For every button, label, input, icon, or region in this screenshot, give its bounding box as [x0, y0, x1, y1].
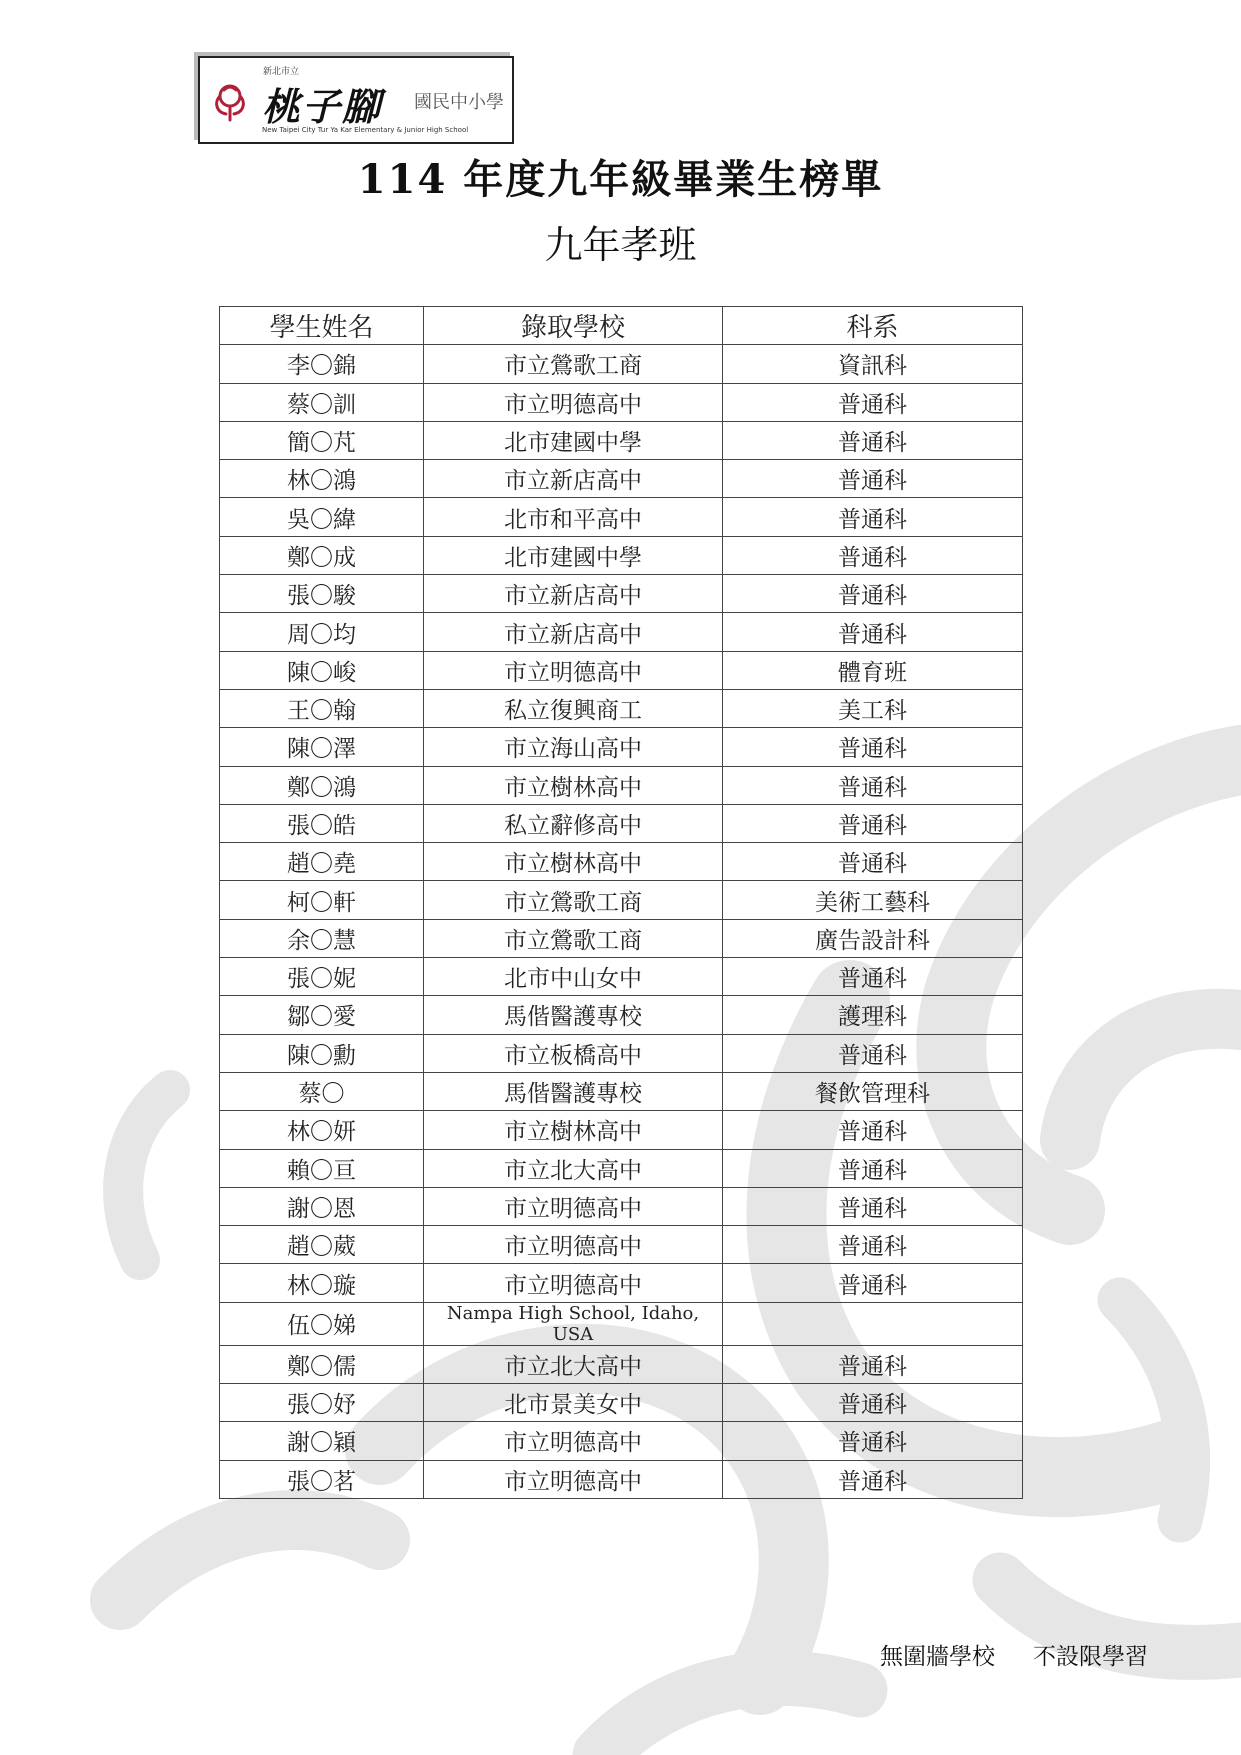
department-cell: 普通科 — [723, 575, 1023, 613]
department-cell: 普通科 — [723, 1264, 1023, 1302]
school-cell: 市立北大高中 — [424, 1149, 723, 1187]
department-cell: 普通科 — [723, 1384, 1023, 1422]
page-title: 114 年度九年級畢業生榜單 — [357, 156, 884, 203]
department-cell: 護理科 — [723, 996, 1023, 1034]
school-cell: Nampa High School, Idaho, USA — [424, 1302, 723, 1345]
logo-city-text: 新北市立 — [263, 67, 300, 77]
school-cell: 馬偕醫護專校 — [424, 996, 723, 1034]
department-cell: 體育班 — [723, 651, 1023, 689]
school-cell: 市立樹林高中 — [424, 1111, 723, 1149]
department-cell: 普通科 — [723, 1111, 1023, 1149]
table-row — [220, 1264, 1023, 1302]
department-cell: 普通科 — [723, 613, 1023, 651]
school-cell: 北市和平高中 — [424, 498, 723, 536]
department-cell: 餐飲管理科 — [723, 1072, 1023, 1110]
school-cell: 市立新店高中 — [424, 460, 723, 498]
school-cell: 市立明德高中 — [424, 383, 723, 421]
student-name-cell: 張〇茗 — [220, 1460, 424, 1498]
school-cell: 私立辭修高中 — [424, 804, 723, 842]
student-name-cell: 張〇妤 — [220, 1384, 424, 1422]
student-name-cell: 趙〇堯 — [220, 843, 424, 881]
table-row — [220, 1072, 1023, 1110]
department-cell: 普通科 — [723, 460, 1023, 498]
column-header-department: 科系 — [723, 307, 1023, 345]
student-name-cell: 蔡〇訓 — [220, 383, 424, 421]
class-subtitle: 九年孝班 — [544, 223, 697, 267]
table-row — [220, 728, 1023, 766]
table-row — [220, 1460, 1023, 1498]
department-cell: 普通科 — [723, 1460, 1023, 1498]
department-cell — [723, 1302, 1023, 1345]
table-row — [220, 919, 1023, 957]
school-cell: 市立明德高中 — [424, 1460, 723, 1498]
student-name-cell: 蔡〇 — [220, 1072, 424, 1110]
school-cell: 市立鶯歌工商 — [424, 345, 723, 383]
student-name-cell: 鄭〇鴻 — [220, 766, 424, 804]
table-row — [220, 1034, 1023, 1072]
student-name-cell: 林〇鴻 — [220, 460, 424, 498]
student-name-cell: 伍〇娣 — [220, 1302, 424, 1345]
table-row — [220, 804, 1023, 842]
school-cell: 市立明德高中 — [424, 1226, 723, 1264]
table-row — [220, 651, 1023, 689]
table-row — [220, 1302, 1023, 1345]
school-cell: 馬偕醫護專校 — [424, 1072, 723, 1110]
table-row — [220, 1111, 1023, 1149]
department-cell: 普通科 — [723, 728, 1023, 766]
school-cell: 市立樹林高中 — [424, 766, 723, 804]
table-row — [220, 383, 1023, 421]
table-row — [220, 689, 1023, 727]
student-name-cell: 陳〇勳 — [220, 1034, 424, 1072]
school-logo — [198, 56, 514, 144]
table-row — [220, 996, 1023, 1034]
student-name-cell: 謝〇恩 — [220, 1187, 424, 1225]
student-name-cell: 簡〇芃 — [220, 421, 424, 459]
department-cell: 普通科 — [723, 766, 1023, 804]
school-cell: 市立樹林高中 — [424, 843, 723, 881]
school-cell: 市立明德高中 — [424, 1264, 723, 1302]
school-cell: 市立明德高中 — [424, 1422, 723, 1460]
table-row — [220, 421, 1023, 459]
school-cell: 市立鶯歌工商 — [424, 919, 723, 957]
student-name-cell: 謝〇穎 — [220, 1422, 424, 1460]
student-name-cell: 柯〇軒 — [220, 881, 424, 919]
school-cell: 私立復興商工 — [424, 689, 723, 727]
department-cell: 普通科 — [723, 383, 1023, 421]
school-cell: 市立海山高中 — [424, 728, 723, 766]
student-name-cell: 賴〇亘 — [220, 1149, 424, 1187]
table-row — [220, 1422, 1023, 1460]
table-row — [220, 536, 1023, 574]
logo-english-name: New Taipei City Tur Ya Kar Elementary & Junior High School — [262, 126, 469, 134]
student-name-cell: 陳〇峻 — [220, 651, 424, 689]
student-name-cell: 鄭〇成 — [220, 536, 424, 574]
column-header-student: 學生姓名 — [220, 307, 424, 345]
student-name-cell: 趙〇葳 — [220, 1226, 424, 1264]
table-row — [220, 881, 1023, 919]
department-cell: 美工科 — [723, 689, 1023, 727]
table-body — [220, 345, 1023, 1499]
table-row — [220, 1226, 1023, 1264]
school-cell: 北市建國中學 — [424, 421, 723, 459]
table-row — [220, 1345, 1023, 1383]
table-header-row — [220, 307, 1023, 345]
table-row — [220, 766, 1023, 804]
department-cell: 普通科 — [723, 536, 1023, 574]
department-cell: 普通科 — [723, 1226, 1023, 1264]
table-row — [220, 498, 1023, 536]
flower-emblem-icon — [206, 76, 254, 124]
school-cell: 北市景美女中 — [424, 1384, 723, 1422]
footer-slogan — [880, 1638, 1148, 1671]
student-name-cell: 張〇妮 — [220, 958, 424, 996]
department-cell: 普通科 — [723, 421, 1023, 459]
department-cell: 普通科 — [723, 1149, 1023, 1187]
department-cell: 廣告設計科 — [723, 919, 1023, 957]
student-name-cell: 張〇駿 — [220, 575, 424, 613]
logo-school-type: 國民中小學 — [414, 92, 504, 113]
footer-slogan-right: 不設限學習 — [1033, 1644, 1148, 1670]
school-cell: 市立板橋高中 — [424, 1034, 723, 1072]
student-name-cell: 張〇皓 — [220, 804, 424, 842]
table-row — [220, 1384, 1023, 1422]
student-name-cell: 吳〇緯 — [220, 498, 424, 536]
student-name-cell: 周〇均 — [220, 613, 424, 651]
department-cell: 普通科 — [723, 1345, 1023, 1383]
department-cell: 美術工藝科 — [723, 881, 1023, 919]
table-row — [220, 345, 1023, 383]
column-header-school: 錄取學校 — [424, 307, 723, 345]
student-name-cell: 陳〇澤 — [220, 728, 424, 766]
table-row — [220, 1149, 1023, 1187]
school-cell: 市立鶯歌工商 — [424, 881, 723, 919]
school-cell: 市立新店高中 — [424, 575, 723, 613]
department-cell: 普通科 — [723, 804, 1023, 842]
department-cell: 普通科 — [723, 843, 1023, 881]
department-cell: 普通科 — [723, 1422, 1023, 1460]
student-name-cell: 鄭〇儒 — [220, 1345, 424, 1383]
department-cell: 普通科 — [723, 1187, 1023, 1225]
logo-brand-text: 桃子腳 — [262, 84, 383, 129]
student-name-cell: 林〇璇 — [220, 1264, 424, 1302]
school-cell: 北市中山女中 — [424, 958, 723, 996]
student-name-cell: 余〇慧 — [220, 919, 424, 957]
student-name-cell: 林〇妍 — [220, 1111, 424, 1149]
table-row — [220, 613, 1023, 651]
footer-slogan-left: 無圍牆學校 — [880, 1644, 995, 1670]
school-cell: 市立新店高中 — [424, 613, 723, 651]
table-row — [220, 958, 1023, 996]
student-name-cell: 李〇錦 — [220, 345, 424, 383]
school-cell: 市立北大高中 — [424, 1345, 723, 1383]
graduate-table — [219, 306, 1023, 1499]
department-cell: 普通科 — [723, 958, 1023, 996]
student-name-cell: 王〇翰 — [220, 689, 424, 727]
department-cell: 普通科 — [723, 1034, 1023, 1072]
school-cell: 市立明德高中 — [424, 1187, 723, 1225]
department-cell: 資訊科 — [723, 345, 1023, 383]
school-cell: 北市建國中學 — [424, 536, 723, 574]
table-row — [220, 575, 1023, 613]
table-row — [220, 1187, 1023, 1225]
department-cell: 普通科 — [723, 498, 1023, 536]
table-row — [220, 460, 1023, 498]
student-name-cell: 鄒〇愛 — [220, 996, 424, 1034]
table-row — [220, 843, 1023, 881]
school-cell: 市立明德高中 — [424, 651, 723, 689]
